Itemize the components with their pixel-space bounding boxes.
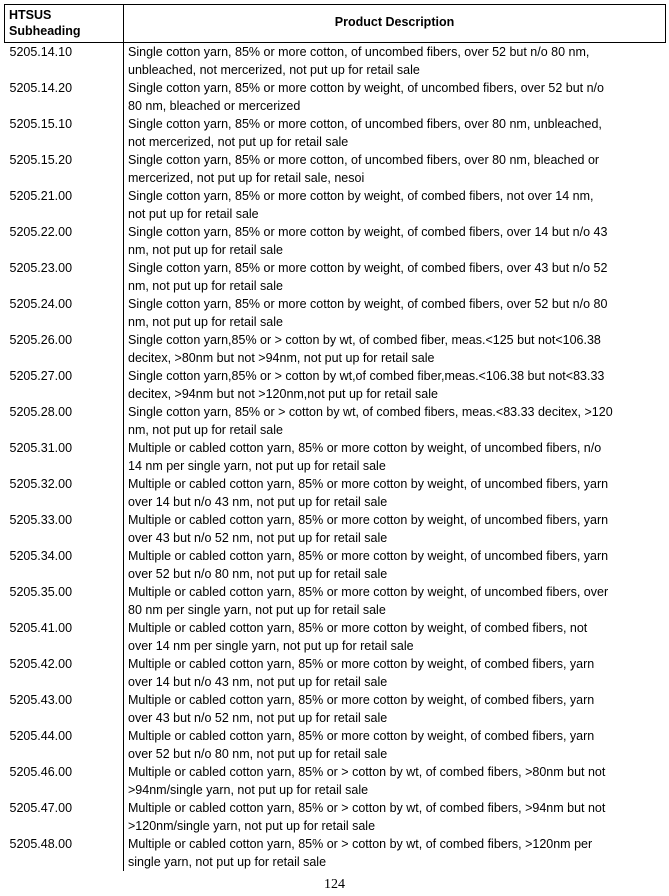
description-line: Multiple or cabled cotton yarn, 85% or more cotton by weight, of uncombed fibers, yarn <box>128 549 609 563</box>
table-row <box>5 439 666 475</box>
description-line: Single cotton yarn, 85% or more cotton by weight, of combed fibers, over 43 but n/o 52 <box>128 261 608 275</box>
table-row <box>5 583 666 619</box>
table-row <box>5 763 666 799</box>
table-row <box>5 727 666 763</box>
description-line: not put up for retail sale <box>128 207 259 221</box>
subheading-code: 5205.26.00 <box>9 333 73 347</box>
description-line: Single cotton yarn, 85% or more cotton, of uncombed fibers, over 52 but n/o 80 nm, <box>128 45 590 59</box>
subheading-code: 5205.44.00 <box>9 729 73 743</box>
product-description <box>124 151 666 187</box>
product-description <box>124 187 666 223</box>
description-line: 14 nm per single yarn, not put up for retail sale <box>128 459 386 473</box>
description-line: Multiple or cabled cotton yarn, 85% or more cotton by weight, of uncombed fibers, yarn <box>128 513 609 527</box>
description-line: 80 nm per single yarn, not put up for retail sale <box>128 603 386 617</box>
subheading-code: 5205.41.00 <box>9 621 73 635</box>
description-line: Multiple or cabled cotton yarn, 85% or > cotton by wt, of combed fibers, >120nm per <box>128 837 593 851</box>
subheading-code: 5205.14.20 <box>9 81 73 95</box>
table-row <box>5 547 666 583</box>
subheading-code: 5205.14.10 <box>9 45 73 59</box>
description-line: Multiple or cabled cotton yarn, 85% or more cotton by weight, of combed fibers, yarn <box>128 693 595 707</box>
product-description <box>124 799 666 835</box>
description-line: >94nm/single yarn, not put up for retail sale <box>128 783 369 797</box>
description-line: Single cotton yarn, 85% or > cotton by wt, of combed fibers, meas.<83.33 decitex, >120 <box>128 405 613 419</box>
description-line: Single cotton yarn, 85% or more cotton by weight, of uncombed fibers, over 52 but n/o <box>128 81 604 95</box>
description-line: unbleached, not mercerized, not put up for retail sale <box>128 63 420 77</box>
description-line: decitex, >94nm but not >120nm,not put up for retail sale <box>128 387 438 401</box>
subheading-code: 5205.24.00 <box>9 297 73 311</box>
description-line: Multiple or cabled cotton yarn, 85% or more cotton by weight, of uncombed fibers, n/o <box>128 441 602 455</box>
subheading-code: 5205.32.00 <box>9 477 73 491</box>
description-line: over 52 but n/o 80 nm, not put up for retail sale <box>128 747 388 761</box>
subheading-code: 5205.42.00 <box>9 657 73 671</box>
description-line: Single cotton yarn, 85% or more cotton by weight, of combed fibers, not over 14 nm, <box>128 189 594 203</box>
table-row <box>5 619 666 655</box>
description-line: mercerized, not put up for retail sale, nesoi <box>128 171 365 185</box>
subheading-header-line2: Subheading <box>9 24 81 38</box>
table-row <box>5 835 666 871</box>
description-line: Single cotton yarn, 85% or more cotton by weight, of combed fibers, over 14 but n/o 43 <box>128 225 608 239</box>
product-description <box>124 583 666 619</box>
description-line: not mercerized, not put up for retail sale <box>128 135 349 149</box>
table-row <box>5 223 666 259</box>
description-line: Multiple or cabled cotton yarn, 85% or more cotton by weight, of uncombed fibers, over <box>128 585 609 599</box>
product-description <box>124 691 666 727</box>
subheading-header-line1: HTSUS <box>9 8 52 22</box>
subheading-code: 5205.31.00 <box>9 441 73 455</box>
product-description <box>124 115 666 151</box>
description-line: nm, not put up for retail sale <box>128 423 283 437</box>
description-line: >120nm/single yarn, not put up for retail sale <box>128 819 376 833</box>
description-line: over 43 but n/o 52 nm, not put up for retail sale <box>128 531 388 545</box>
product-description <box>124 439 666 475</box>
product-description <box>124 331 666 367</box>
description-line: Single cotton yarn,85% or > cotton by wt, of combed fiber, meas.<125 but not<106.38 <box>128 333 601 347</box>
table-row <box>5 511 666 547</box>
subheading-code: 5205.34.00 <box>9 549 73 563</box>
description-line: nm, not put up for retail sale <box>128 243 283 257</box>
description-line: Multiple or cabled cotton yarn, 85% or > cotton by wt, of combed fibers, >94nm but not <box>128 801 606 815</box>
product-description <box>124 475 666 511</box>
subheading-code: 5205.28.00 <box>9 405 73 419</box>
table-body <box>5 43 666 872</box>
subheading-code: 5205.23.00 <box>9 261 73 275</box>
description-line: single yarn, not put up for retail sale <box>128 855 327 869</box>
subheading-column-header <box>5 5 124 43</box>
product-description <box>124 511 666 547</box>
table-row <box>5 367 666 403</box>
table-row <box>5 799 666 835</box>
description-line: Multiple or cabled cotton yarn, 85% or more cotton by weight, of combed fibers, yarn <box>128 657 595 671</box>
description-line: Single cotton yarn,85% or > cotton by wt,of combed fiber,meas.<106.38 but not<83.33 <box>128 369 605 383</box>
product-description <box>124 727 666 763</box>
description-line: over 14 nm per single yarn, not put up for retail sale <box>128 639 414 653</box>
table-row <box>5 475 666 511</box>
description-line: nm, not put up for retail sale <box>128 279 283 293</box>
description-line: over 14 but n/o 43 nm, not put up for retail sale <box>128 495 388 509</box>
description-line: Single cotton yarn, 85% or more cotton, of uncombed fibers, over 80 nm, bleached or <box>128 153 600 167</box>
product-description <box>124 655 666 691</box>
htsus-table <box>4 4 666 871</box>
table-row <box>5 187 666 223</box>
product-description <box>124 367 666 403</box>
description-line: Multiple or cabled cotton yarn, 85% or > cotton by wt, of combed fibers, >80nm but not <box>128 765 606 779</box>
subheading-code: 5205.35.00 <box>9 585 73 599</box>
subheading-code: 5205.43.00 <box>9 693 73 707</box>
description-line: Single cotton yarn, 85% or more cotton by weight, of combed fibers, over 52 but n/o 80 <box>128 297 608 311</box>
table-row <box>5 295 666 331</box>
product-description <box>124 835 666 871</box>
description-line: Multiple or cabled cotton yarn, 85% or more cotton by weight, of combed fibers, not <box>128 621 588 635</box>
description-line: 80 nm, bleached or mercerized <box>128 99 301 113</box>
subheading-code: 5205.27.00 <box>9 369 73 383</box>
table-row <box>5 331 666 367</box>
subheading-code: 5205.15.20 <box>9 153 73 167</box>
subheading-code: 5205.33.00 <box>9 513 73 527</box>
subheading-code: 5205.22.00 <box>9 225 73 239</box>
product-description <box>124 295 666 331</box>
product-description <box>124 619 666 655</box>
product-description <box>124 547 666 583</box>
description-line: over 52 but n/o 80 nm, not put up for retail sale <box>128 567 388 581</box>
subheading-code: 5205.15.10 <box>9 117 73 131</box>
description-line: over 14 but n/o 43 nm, not put up for retail sale <box>128 675 388 689</box>
description-line: over 43 but n/o 52 nm, not put up for retail sale <box>128 711 388 725</box>
table-row <box>5 403 666 439</box>
product-description <box>124 79 666 115</box>
table-row <box>5 151 666 187</box>
table-row <box>5 79 666 115</box>
subheading-code: 5205.47.00 <box>9 801 73 815</box>
subheading-code: 5205.21.00 <box>9 189 73 203</box>
product-description <box>124 259 666 295</box>
product-description <box>124 763 666 799</box>
product-description <box>124 403 666 439</box>
table-row <box>5 655 666 691</box>
table-row <box>5 259 666 295</box>
description-line: decitex, >80nm but not >94nm, not put up for retail sale <box>128 351 435 365</box>
product-description <box>124 223 666 259</box>
table-row <box>5 691 666 727</box>
subheading-code: 5205.48.00 <box>9 837 73 851</box>
table-row <box>5 43 666 80</box>
product-description <box>124 43 666 80</box>
page-number: 124 <box>324 877 345 892</box>
description-column-header: Product Description <box>124 5 666 43</box>
description-line: Single cotton yarn, 85% or more cotton, of uncombed fibers, over 80 nm, unbleached, <box>128 117 602 131</box>
table-header-row <box>5 5 666 43</box>
description-line: Multiple or cabled cotton yarn, 85% or more cotton by weight, of uncombed fibers, yarn <box>128 477 609 491</box>
subheading-code: 5205.46.00 <box>9 765 73 779</box>
table-row <box>5 115 666 151</box>
description-line: nm, not put up for retail sale <box>128 315 283 329</box>
description-line: Multiple or cabled cotton yarn, 85% or more cotton by weight, of combed fibers, yarn <box>128 729 595 743</box>
